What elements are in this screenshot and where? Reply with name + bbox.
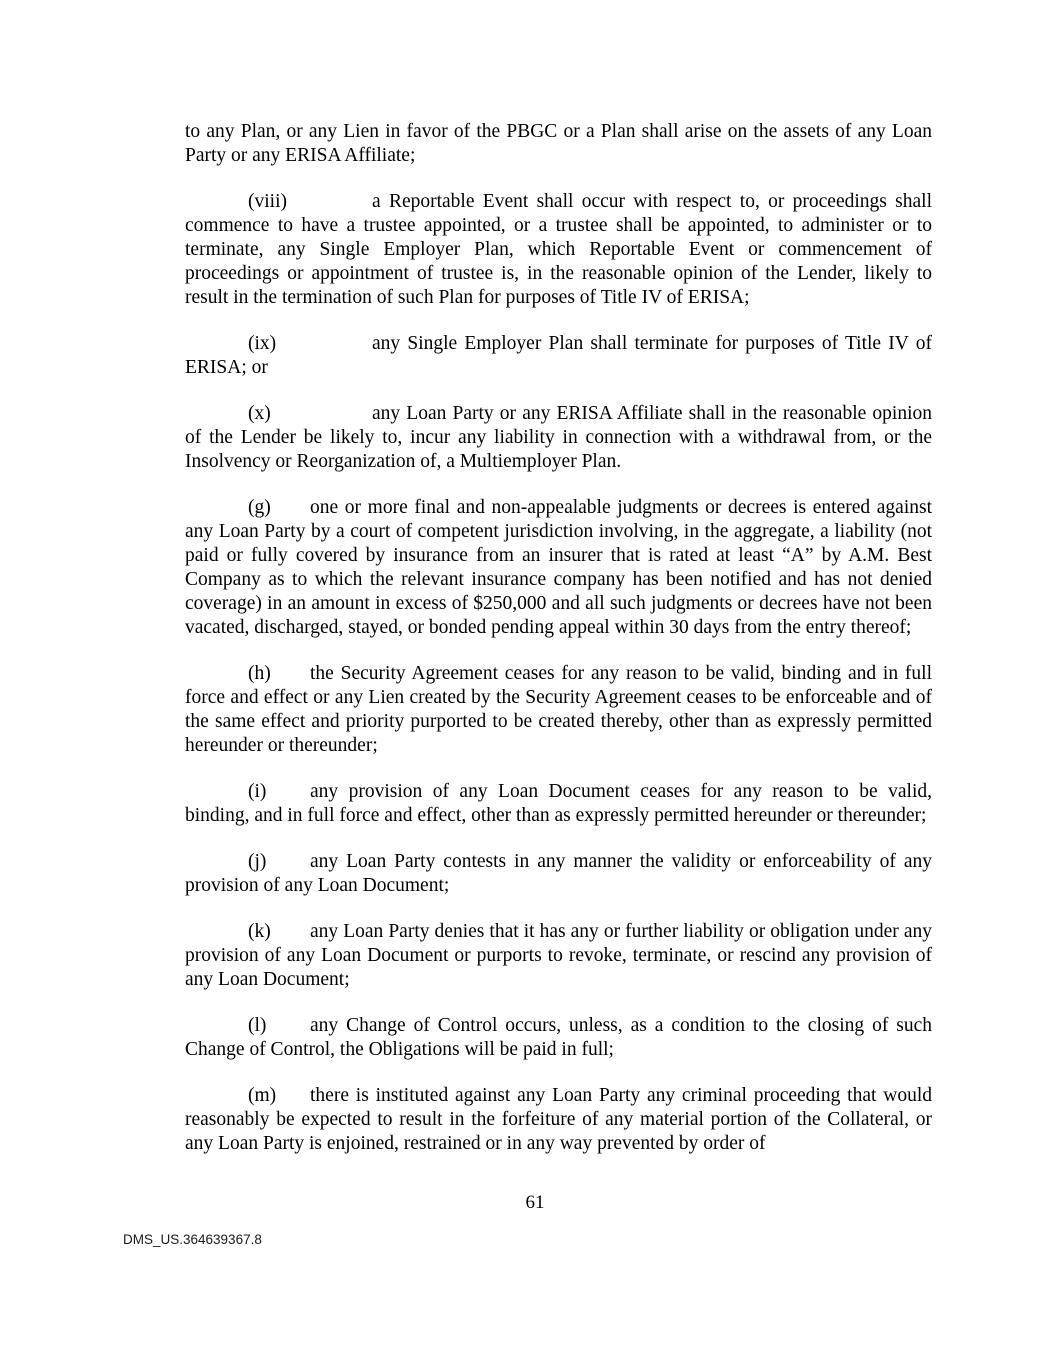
- page-number: 61: [525, 1192, 545, 1213]
- clause-label: (i): [248, 781, 267, 802]
- clause-text: any provision of any Loan Document ceases for any reason to be valid, binding, and in full force and effect, other than as expressly permitted hereunder or thereunder;: [185, 781, 932, 826]
- clause-text: to any Plan, or any Lien in favor of the PBGC or a Plan shall arise on the assets of any Loan Party or any ERISA Affiliate;: [185, 121, 932, 166]
- clause-label: (m): [248, 1085, 277, 1106]
- clause-label: (l): [248, 1015, 267, 1036]
- paragraph: [185, 850, 932, 898]
- clause-label: (k): [248, 921, 271, 942]
- clause-text: any Loan Party contests in any manner the validity or enforceability of any provision of any Loan Document;: [185, 851, 932, 896]
- paragraph: [185, 1084, 932, 1156]
- clause-text: any Single Employer Plan shall terminate for purposes of Title IV of ERISA; or: [185, 333, 932, 378]
- paragraph: [185, 662, 932, 758]
- paragraph: [185, 496, 932, 640]
- clause-label: (j): [248, 851, 267, 872]
- paragraph: [185, 402, 932, 474]
- document-body: [185, 120, 932, 1156]
- paragraph: [185, 920, 932, 992]
- paragraph: [185, 120, 932, 168]
- paragraph: [185, 1014, 932, 1062]
- clause-label: (g): [248, 497, 271, 518]
- clause-text: any Loan Party or any ERISA Affiliate shall in the reasonable opinion of the Lender be likely to, incur any liability in connection with a withdrawal from, or the Insolvency or Reorganization of, a Multiemployer Plan.: [185, 403, 932, 472]
- clause-label: (ix): [248, 333, 277, 354]
- clause-label: (h): [248, 663, 271, 684]
- document-id-footer: DMS_US.364639367.8: [123, 1232, 262, 1247]
- clause-label: (viii): [248, 191, 287, 212]
- clause-text: any Change of Control occurs, unless, as a condition to the closing of such Change of Control, the Obligations will be paid in full;: [185, 1015, 932, 1060]
- paragraph: [185, 332, 932, 380]
- clause-text: the Security Agreement ceases for any reason to be valid, binding and in full force and effect or any Lien created by the Security Agreement ceases to be enforceable and of the same effect and priority purported to be created thereby, other than as expressly permitted hereunder or thereunder;: [185, 663, 932, 756]
- paragraph: [185, 190, 932, 310]
- clause-text: any Loan Party denies that it has any or further liability or obligation under any provision of any Loan Document or purports to revoke, terminate, or rescind any provision of any Loan Document;: [185, 921, 932, 990]
- clause-label: (x): [248, 403, 271, 424]
- paragraph: [185, 780, 932, 828]
- clause-text: there is instituted against any Loan Party any criminal proceeding that would reasonably be expected to result in the forfeiture of any material portion of the Collateral, or any Loan Party is enjoined, restrained or in any way prevented by order of: [185, 1085, 932, 1154]
- clause-text: one or more final and non-appealable judgments or decrees is entered against any Loan Party by a court of competent jurisdiction involving, in the aggregate, a liability (not paid or fully covered by insurance from an insurer that is rated at least “A” by A.M. Best Company as to which the relevant insurance company has been notified and has not denied coverage) in an amount in excess of $250,000 and all such judgments or decrees have not been vacated, discharged, stayed, or bonded pending appeal within 30 days from the entry thereof;: [185, 497, 932, 638]
- clause-text: a Reportable Event shall occur with respect to, or proceedings shall commence to have a trustee appointed, or a trustee shall be appointed, to administer or to terminate, any Single Employer Plan, which Reportable Event or commencement of proceedings or appointment of trustee is, in the reasonable opinion of the Lender, likely to result in the termination of such Plan for purposes of Title IV of ERISA;: [185, 191, 932, 308]
